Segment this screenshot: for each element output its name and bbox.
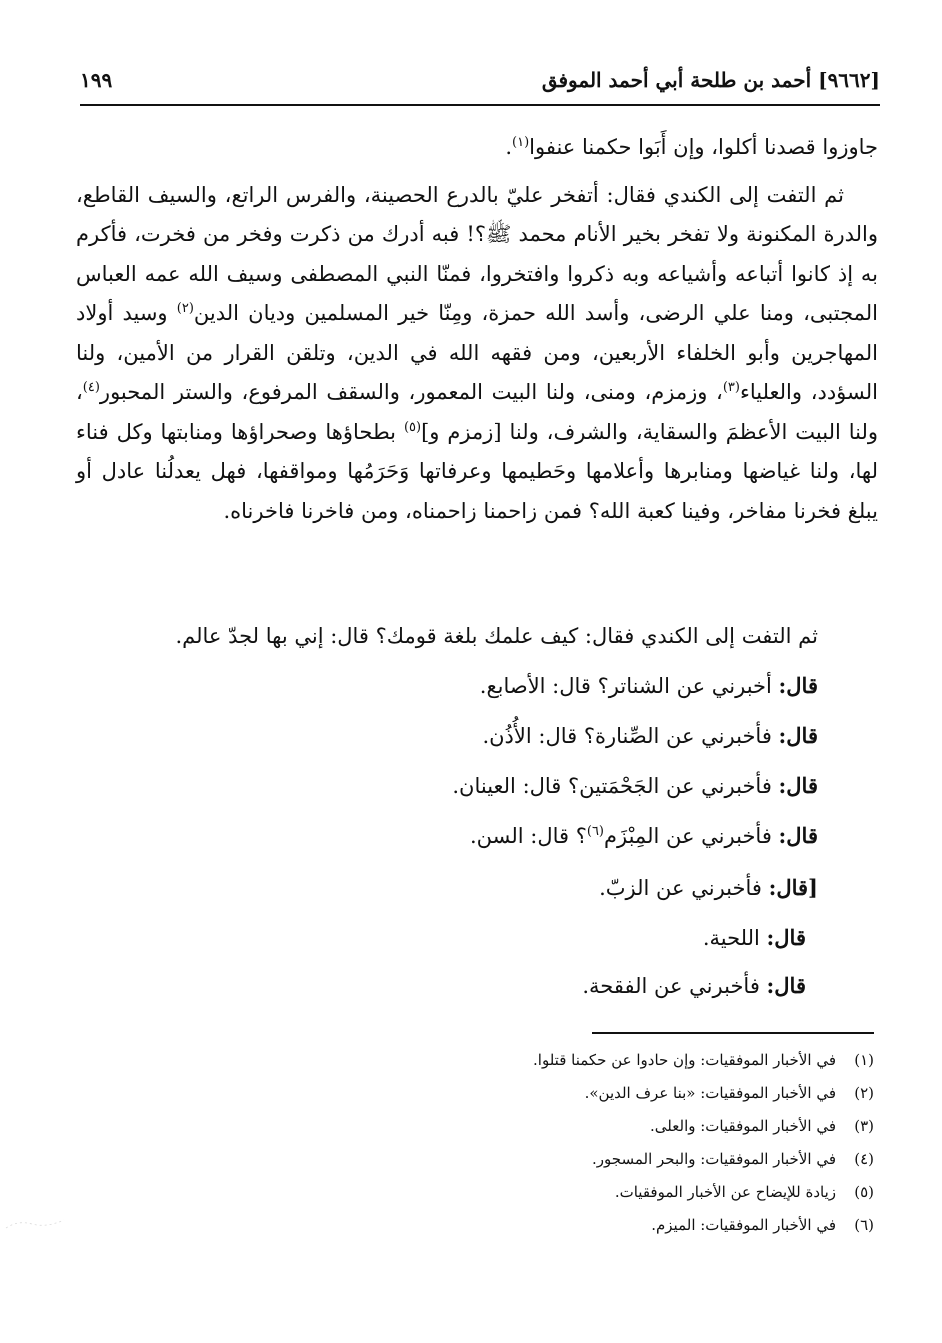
qa-text: أخبرني عن الشناتر؟ قال: الأصابع. [479, 674, 779, 698]
paragraph-2-part-b: وسيد أولاد المهاجرين وأبو الخلفاء الأربعين، ومن فقهه الله في الدين، وتلقن القرار من الأمين، ولنا السؤدد، والعلياء [76, 301, 878, 404]
qa-text: فأخبرني عن الصِّنارة؟ قال: الأُذُن. [482, 724, 779, 748]
footnote-ref-4: (٤) [82, 380, 100, 395]
qa-speaker-label: قال: [766, 925, 806, 950]
qa-text: اللحية. [702, 926, 767, 950]
qa-text: فأخبرني عن الجَحْمَتين؟ قال: العينان. [452, 774, 779, 798]
footnote-number: (٦) [854, 1216, 874, 1234]
footnote-number: (١) [854, 1051, 874, 1069]
footnote [300, 1077, 874, 1110]
footnote-text: زيادة للإيضاح عن الأخبار الموفقيات. [614, 1183, 836, 1201]
qa-line [76, 668, 818, 704]
footnote-ref-5: (٥) [403, 419, 422, 435]
footnote-number: (٥) [854, 1183, 874, 1201]
running-title: [٩٦٦٢] أحمد بن طلحة أبي أحمد الموفق [541, 68, 880, 92]
header-rule [80, 104, 880, 106]
main-text [76, 128, 878, 531]
qa-line [76, 920, 806, 956]
footnote-number: (٤) [854, 1150, 874, 1168]
footnote-text: في الأخبار الموفقيات: والبحر المسجور. [592, 1150, 836, 1168]
scan-smudge [4, 1214, 74, 1234]
paragraph-2 [76, 176, 878, 532]
footnote-ref-1: (١) [512, 135, 530, 150]
footnote-text: في الأخبار الموفقيات: «بنا عرف الدين». [584, 1084, 836, 1102]
footnote-ref-6: (٦) [586, 824, 604, 839]
footnotes [300, 1044, 874, 1242]
page-number: ١٩٩ [80, 68, 113, 92]
footnote [300, 1044, 874, 1077]
qa-line [76, 968, 806, 1004]
qa-speaker-label: قال: [778, 723, 818, 748]
qa-line [76, 768, 818, 804]
footnote-number: (٣) [854, 1117, 874, 1135]
footnote-ref-2: (٢) [176, 301, 194, 316]
paragraph-3-text: ثم التفت إلى الكندي فقال: كيف علمك بلغة قومك؟ قال: إني بها لجدّ عالم. [175, 624, 818, 648]
footnote [300, 1209, 874, 1242]
qa-speaker-label: قال: [778, 673, 818, 698]
qa-speaker-label: [قال: [768, 875, 818, 900]
footnote [300, 1176, 874, 1209]
footnote-ref-3: (٣) [722, 380, 740, 395]
paragraph-2-part-c: ، وزمزم، ومنى، ولنا البيت المعمور، والسقف المرفوع، والستر المحبور [99, 380, 723, 404]
qa-speaker-label: قال: [778, 823, 818, 848]
footnote [300, 1110, 874, 1143]
qa-line [76, 870, 818, 906]
paragraph-2-part-a: ثم التفت إلى الكندي فقال: أتفخر عليّ بالدرع الحصينة، والفرس الراتع، والسيف القاطع، والدرة المكنونة ولا تفخر بخير الأنام محمد ﷺ؟! فبه أدرك من ذكرت وفخر من فخرت، فأكرم به إذ كانوا أتباعه وأشياعه وبه ذكروا وافتخروا، فمنّا النبي المصطفى وسيف الله عمه العباس المجتبى، ومنا علي الرضى، وأسد الله حمزة، ومِنّا خير المسلمين وديان الدين [76, 182, 878, 325]
qa-line [76, 718, 818, 754]
qa-text-end: ؟ قال: السن. [469, 824, 587, 848]
paragraph-2-part-e: بطحاؤها وصحراؤها ومنابتها وكل فناء لها، ولنا غياضها ومنابرها وأعلامها وحَطيمها وعرفاتها وَحَرَمُها ومواقفها، فهل يعدلُنا عادل أو يبلغ فخرنا مفاخر، وفينا كعبة الله؟ فمن زاحمنا زاحمناه، ومن فاخرنا فاخرناه. [76, 419, 878, 523]
footnote [300, 1143, 874, 1176]
paragraph-2-part-d: ، ولنا البيت الأعظمَ والسقاية، والشرف، ولنا [زمزم و] [76, 380, 879, 444]
footnote-number: (٢) [854, 1084, 874, 1102]
qa-text: فأخبرني عن المِبْزَم [604, 824, 779, 848]
paragraph-1-end: . [505, 135, 513, 159]
qa-speaker-label: قال: [766, 973, 806, 998]
qa-speaker-label: قال: [778, 773, 818, 798]
paragraph-1 [76, 128, 878, 168]
footnote-text: في الأخبار الموفقيات: الميزم. [651, 1216, 836, 1234]
footnote-rule [592, 1032, 874, 1034]
paragraph-3 [76, 618, 818, 654]
paragraph-1-text: جاوزوا قصدنا أكلوا، وإن أَبَوا حكمنا عنفوا [529, 135, 878, 159]
qa-text: فأخبرني عن الزبّ. [599, 876, 769, 900]
qa-text: فأخبرني عن الفقحة. [582, 974, 767, 998]
qa-line [76, 818, 818, 854]
footnote-text: في الأخبار الموفقيات: وإن حادوا عن حكمنا قتلوا. [533, 1051, 836, 1069]
footnote-text: في الأخبار الموفقيات: والعلى. [650, 1117, 836, 1135]
page-header [80, 68, 880, 102]
